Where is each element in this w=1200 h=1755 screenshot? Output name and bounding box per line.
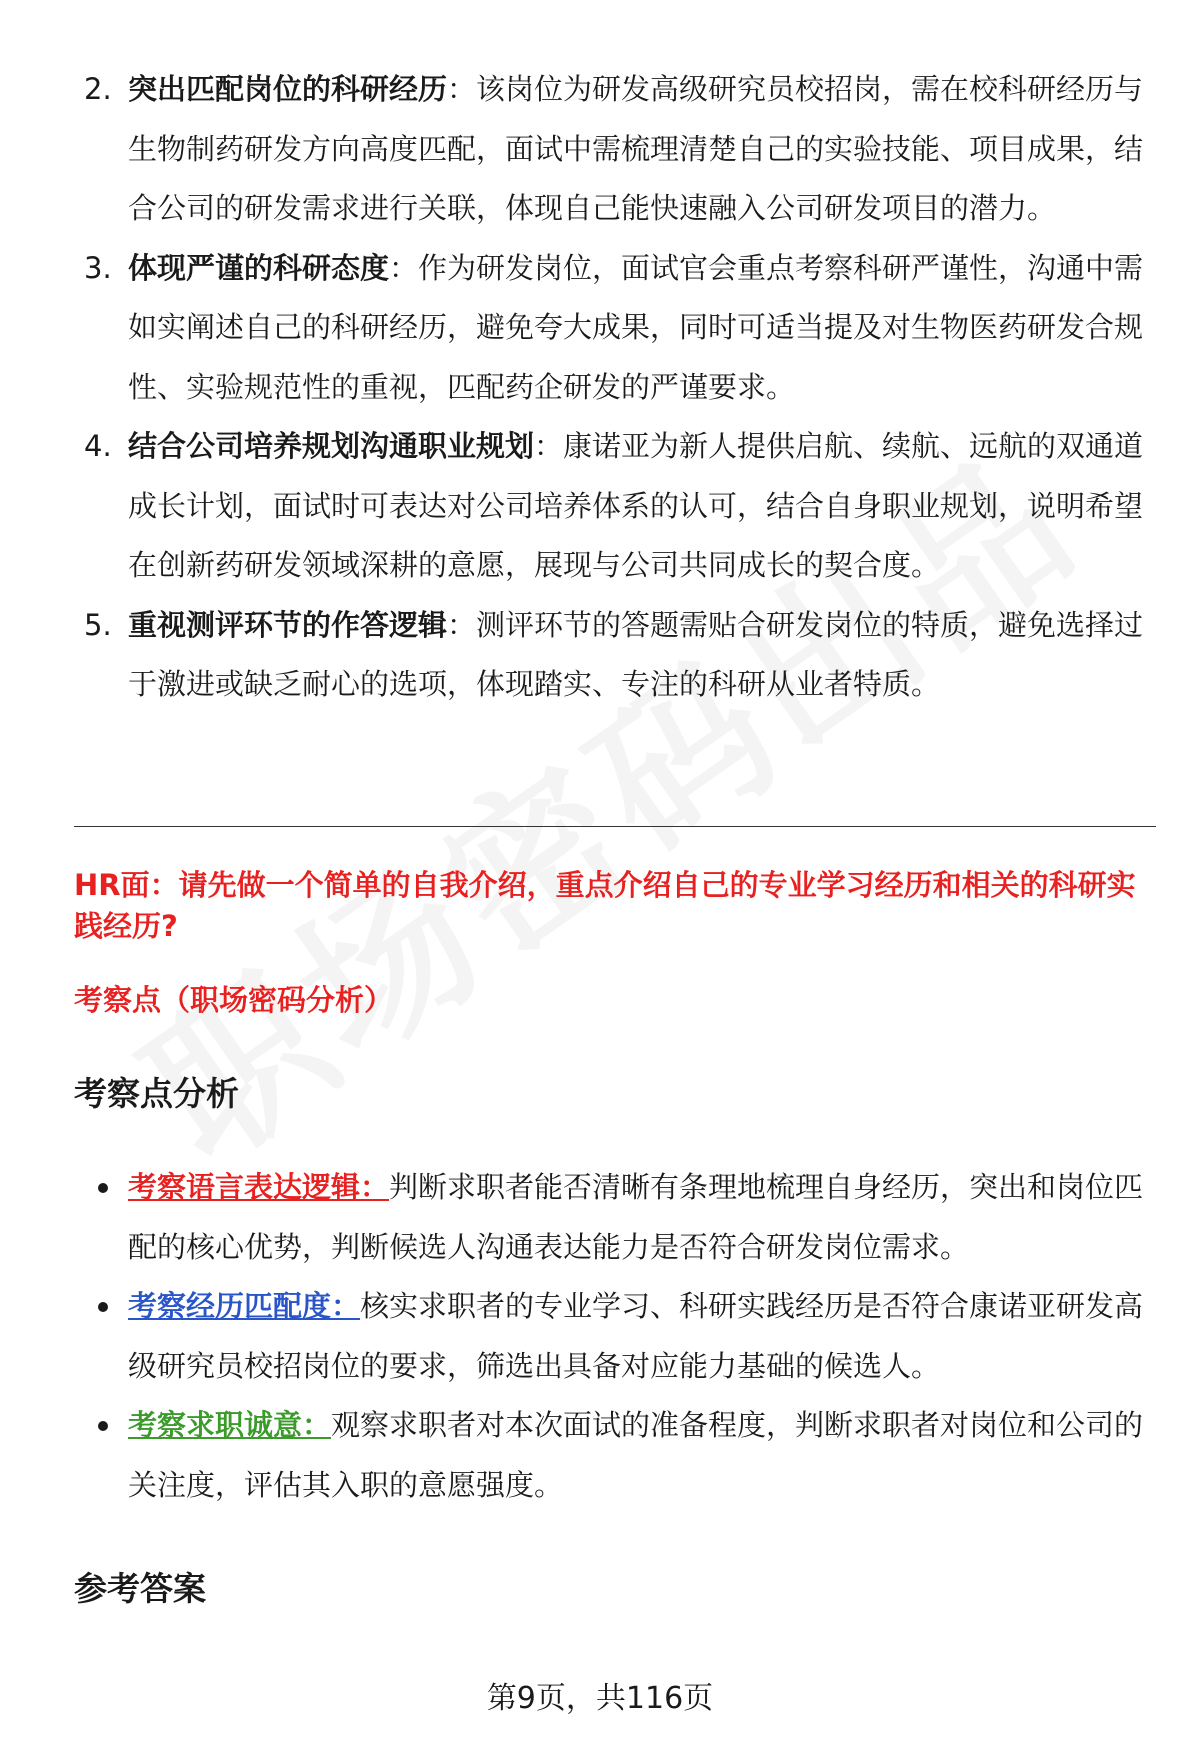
list-item <box>0 1277 1200 1396</box>
tip-title: 体现严谨的科研态度 <box>128 250 390 285</box>
point-text: 判断求职者能否清晰有条理地梳理自身经历，突出和岗位匹配的核心优势，判断候选人沟通表达能力是否符合研发岗位需求。 <box>128 1170 1144 1264</box>
list-item <box>0 60 1200 239</box>
list-item <box>0 1158 1200 1277</box>
list-item <box>0 1396 1200 1515</box>
point-text: 核实求职者的专业学习、科研实践经历是否符合康诺亚研发高级研究员校招岗位的要求，筛选出具备对应能力基础的候选人。 <box>128 1289 1144 1383</box>
tip-title: 重视测评环节的作答逻辑 <box>128 607 448 642</box>
tip-text: ：测评环节的答题需贴合研发岗位的特质，避免选择过于激进或缺乏耐心的选项，体现踏实、专注的科研从业者特质。 <box>128 607 1144 701</box>
point-label: 考察语言表达逻辑： <box>128 1170 390 1204</box>
tip-text: ：该岗位为研发高级研究员校招岗，需在校科研经历与生物制药研发方向高度匹配，面试中需梳理清楚自己的实验技能、项目成果，结合公司的研发需求进行关联，体现自己能快速融入公司研发项目的潜力。 <box>128 72 1144 225</box>
list-item <box>0 596 1200 715</box>
analysis-label: 考察点（职场密码分析） <box>74 983 394 1017</box>
hr-question: HR面：请先做一个简单的自我介绍，重点介绍自己的专业学习经历和相关的科研实践经历? <box>74 868 1136 943</box>
list-number: 5. <box>84 607 112 642</box>
list-item <box>0 417 1200 596</box>
list-number: 4. <box>84 429 112 463</box>
bullet-icon <box>98 1183 108 1193</box>
bullet-icon <box>98 1421 108 1431</box>
bullet-icon <box>98 1302 108 1312</box>
point-label: 考察经历匹配度： <box>128 1289 361 1323</box>
section-title-answer: 参考答案 <box>74 1569 206 1608</box>
points-list <box>0 1158 1200 1515</box>
tip-title: 突出匹配岗位的科研经历 <box>128 72 448 106</box>
tips-list <box>0 60 1200 715</box>
tip-title: 结合公司培养规划沟通职业规划 <box>128 429 535 463</box>
page-footer: 第9页，共116页 <box>486 1681 714 1716</box>
list-item <box>0 239 1200 418</box>
point-label: 考察求职诚意： <box>128 1408 332 1442</box>
list-number: 3. <box>84 250 112 285</box>
point-text: 观察求职者对本次面试的准备程度，判断求职者对岗位和公司的关注度，评估其入职的意愿强度。 <box>128 1408 1144 1502</box>
list-number: 2. <box>84 72 112 106</box>
tip-text: ：作为研发岗位，面试官会重点考察科研严谨性，沟通中需如实阐述自己的科研经历，避免夸大成果，同时可适当提及对生物医药研发合规性、实验规范性的重视，匹配药企研发的严谨要求。 <box>128 250 1144 404</box>
divider <box>74 826 1156 827</box>
tip-text: ：康诺亚为新人提供启航、续航、远航的双通道成长计划，面试时可表达对公司培养体系的认可，结合自身职业规划，说明希望在创新药研发领域深耕的意愿，展现与公司共同成长的契合度。 <box>128 429 1144 582</box>
section-title-analysis: 考察点分析 <box>74 1074 239 1113</box>
